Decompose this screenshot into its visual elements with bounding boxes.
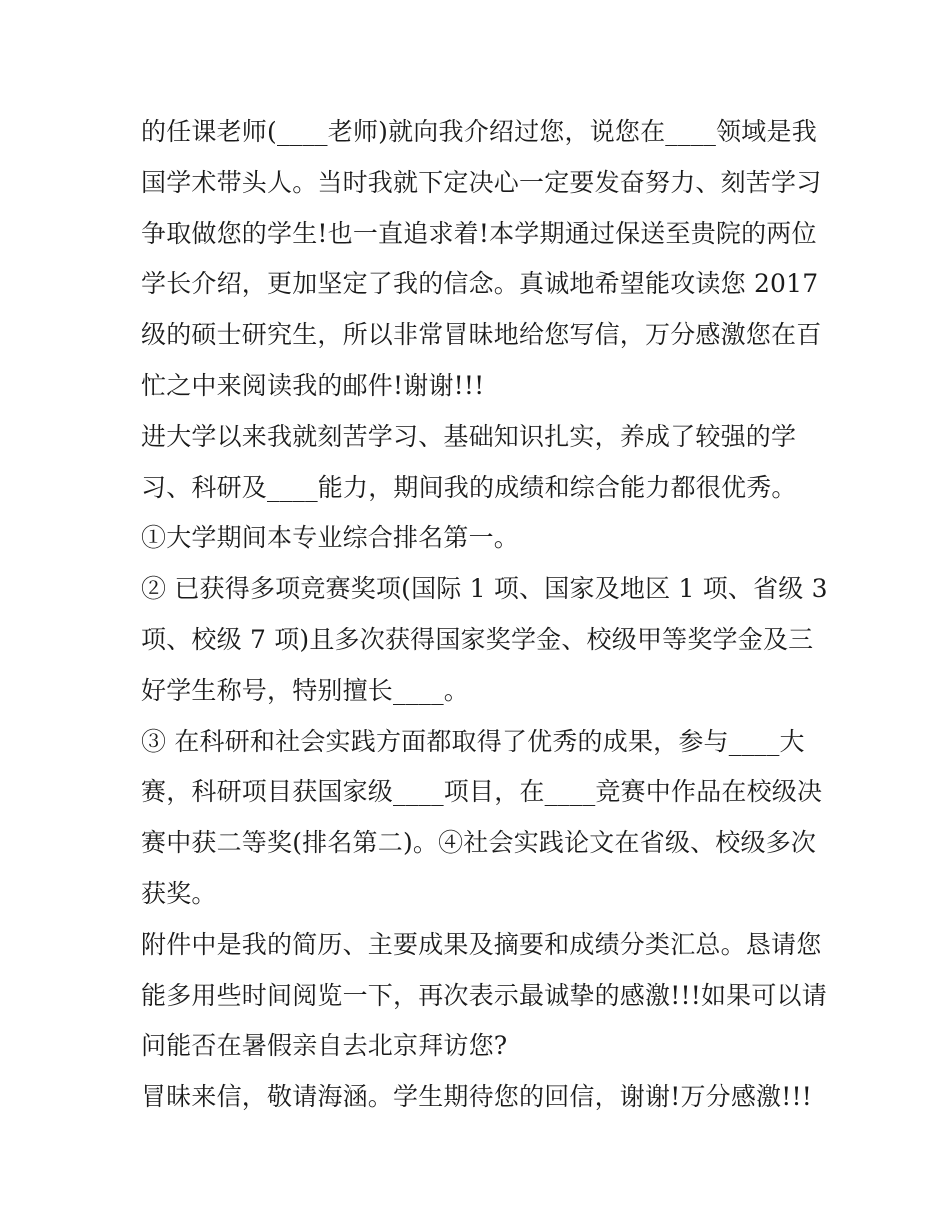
text-line: 好学生称号，特别擅长____。 (141, 675, 470, 705)
text-line: 项、校级 7 项)且多次获得国家奖学金、校级甲等奖学金及三 (141, 624, 814, 654)
text-line: 冒昧来信，敬请海涵。学生期待您的回信，谢谢!万分感激!!! (141, 1082, 812, 1112)
text-line: ③ 在科研和社会实践方面都取得了优秀的成果，参与____大 (141, 726, 805, 756)
text-line: 国学术带头人。当时我就下定决心一定要发奋努力、刻苦学习 (141, 167, 822, 197)
text-line: ①大学期间本专业综合排名第一。 (141, 523, 520, 553)
text-line: 级的硕士研究生，所以非常冒昧地给您写信，万分感激您在百 (141, 320, 822, 350)
text-line: 能多用些时间阅览一下，再次表示最诚挚的感激!!!如果可以请 (141, 980, 827, 1010)
text-line: 的任课老师(____老师)就向我介绍过您，说您在____领域是我 (141, 117, 817, 146)
text-line: 学长介绍，更加坚定了我的信念。真诚地希望能攻读您 2017 (141, 269, 819, 299)
text-line: 进大学以来我就刻苦学习、基础知识扎实，养成了较强的学 (141, 421, 797, 451)
letter-body (141, 107, 828, 1123)
text-line: 赛中获二等奖(排名第二)。④社会实践论文在省级、校级多次 (141, 828, 817, 858)
text-line: 获奖。 (141, 878, 217, 908)
text-line: 附件中是我的简历、主要成果及摘要和成绩分类汇总。恳请您 (141, 929, 822, 959)
text-line: 争取做您的学生!也一直追求着!本学期通过保送至贵院的两位 (141, 218, 817, 248)
text-line: 赛，科研项目获国家级____项目，在____竞赛中作品在校级决 (141, 777, 823, 807)
text-line: 习、科研及____能力，期间我的成绩和综合能力都很优秀。 (141, 472, 797, 502)
text-line: 忙之中来阅读我的邮件!谢谢!!! (141, 370, 485, 400)
text-line: 问能否在暑假亲自去北京拜访您? (141, 1031, 508, 1061)
text-line: ② 已获得多项竞赛奖项(国际 1 项、国家及地区 1 项、省级 3 (141, 574, 828, 604)
